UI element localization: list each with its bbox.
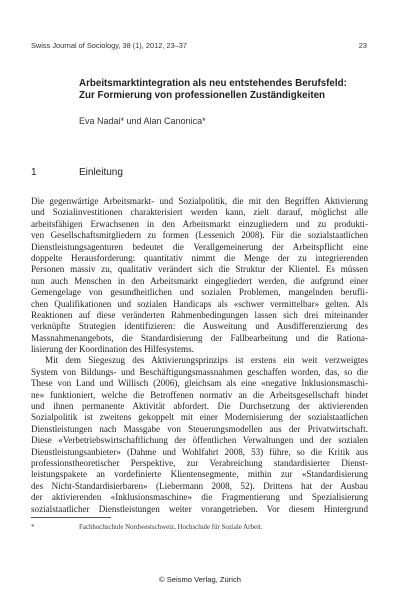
body-line: Gemengelage von gesundheitlichen und sozialen Problemen, mangelnden berufli- xyxy=(31,287,368,298)
body-text xyxy=(31,196,368,515)
section-title: Einleitung xyxy=(79,167,123,178)
title-line-2: Zur Formierung von professionellen Zuständigkeiten xyxy=(79,90,326,102)
body-line: des Nicht-Standardisierbaren» (Liebermann 2008, 52). Drittens hat der Ausbau xyxy=(31,480,368,491)
title-line-1: Arbeitsmarktintegration als neu entstehendes Berufsfeld: xyxy=(79,78,347,89)
section-heading xyxy=(31,167,123,178)
footnote-rule xyxy=(31,517,111,518)
body-line: und ihnen permanente Aktivität abfordert. Die Durchsetzung der aktivierenden xyxy=(31,401,368,412)
publisher-footer: © Seismo Verlag, Zürich xyxy=(159,575,241,584)
body-line: System von Bildungs- und Beschäftigungsmassnahmen geschaffen worden, das, so die xyxy=(31,366,368,377)
body-line: nun auch Menschen in den Arbeitsmarkt eingegliedert werden, die aufgrund einer xyxy=(31,275,368,286)
body-line: Sozialpolitik ist zweitens gekoppelt mit einer Modernisierung der sozialstaatlichen xyxy=(31,412,368,423)
body-line: ne» funktioniert, welche die Betroffenen normativ an die Arbeitsgesellschaft bindet xyxy=(31,389,368,400)
footnote-marker: * xyxy=(31,524,35,531)
body-line: und Sozialinvestitionen charakterisiert werden kann, zielt darauf, möglichst alle xyxy=(31,207,368,218)
body-line: leistungspakete an vordefinierte Klientensegmente, mithin zur «Standardisierung xyxy=(31,469,368,480)
body-line: Die gegenwärtige Arbeitsmarkt- und Sozialpolitik, die mit den Begriffen Aktivierung xyxy=(31,196,368,206)
body-line: Personen massiv zu, qualitativ verändert sich die Struktur der Klientel. Es müssen xyxy=(31,264,368,275)
body-line: chen Qualifikationen und sozialen Handicaps als «schwer vermittelbar» gelten. Als xyxy=(31,298,368,309)
page-number: 23 xyxy=(358,41,367,50)
article-title xyxy=(79,78,379,103)
body-line: Massnahmenangebots, die Standardisierung der Fallbearbeitung und die Rationa- xyxy=(31,332,368,343)
body-line: Diese «Verbetriebswirtschaftlichung der öffentlichen Verwaltungen und der sozialen xyxy=(31,435,368,446)
body-line: professionstheoretischer Perspektive, zur Verabreichung standardisierter Dienst- xyxy=(31,457,368,468)
body-line: lisierung der Koordination des Hilfesystems. xyxy=(31,344,194,355)
body-line: sozialstaatlicher Dienstleistungen weiter vorangetrieben. Vor diesem Hintergrund xyxy=(31,503,368,514)
body-line: Dienstleistungsagenturen bedeutet die Verallgemeinerung der Arbeitspflicht eine xyxy=(31,241,368,252)
body-line: Dienstleistungen nach Massgabe von Steuerungsmodellen aus der Privatwirtschaft. xyxy=(31,423,368,434)
body-line: verknüpfte Strategien identifizieren: die Ausweitung und Ausdifferenzierung des xyxy=(31,321,368,332)
footnote-text: Fachhochschule Nordwestschweiz, Hochschule für Soziale Arbeit. xyxy=(79,524,263,531)
body-line: Mit dem Siegeszug des Aktivierungsprinzips ist erstens ein weit verzweigtes xyxy=(45,355,368,366)
body-line: ven Gesellschaftsmitgliedern zu formen (Lessenich 2008). Für die sozialstaatlichen xyxy=(31,230,368,241)
running-head xyxy=(31,41,367,53)
body-line: These von Land und Willisch (2006), gleichsam als eine «negative Inklusionsmaschi- xyxy=(31,378,368,389)
body-line: arbeitsfähigen Erwachsenen in den Arbeitsmarkt einzugliedern und zu produkti- xyxy=(31,218,368,229)
section-number: 1 xyxy=(31,167,37,178)
journal-citation: Swiss Journal of Sociology, 38 (1), 2012, 23–37 xyxy=(31,41,187,50)
body-line: Dienstleistungsanbieter» (Dahme und Wohlfahrt 2008, 53) führe, so die Kritik aus xyxy=(31,446,368,457)
authors: Eva Nadai* und Alan Canonica* xyxy=(79,116,206,126)
body-line: der aktivierenden «Inklusionsmaschine» die Fragmentierung und Spezialisierung xyxy=(31,492,368,503)
body-line: Reaktionen auf diese veränderten Rahmenbedingungen lassen sich drei miteinander xyxy=(31,309,368,320)
body-line: doppelte Herausforderung: quantitativ nimmt die Menge der zu integrierenden xyxy=(31,252,368,263)
footnote xyxy=(31,524,263,531)
